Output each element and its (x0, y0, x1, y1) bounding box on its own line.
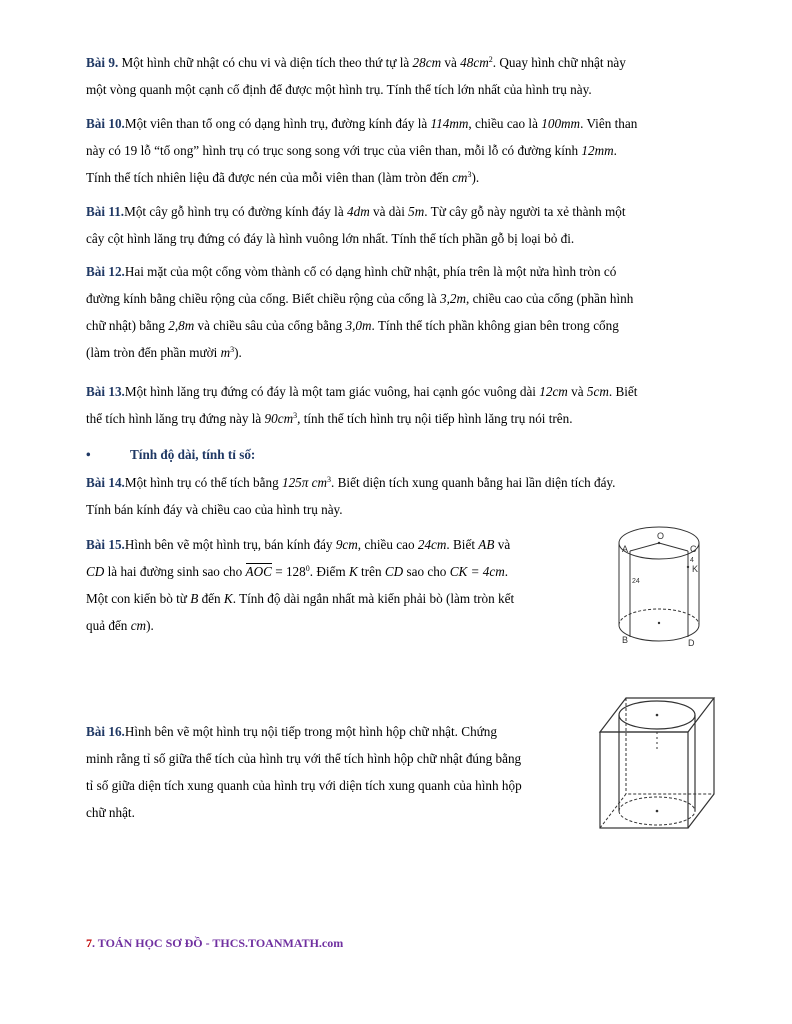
exercise-label: Bài 9. (86, 55, 119, 70)
exercise-16: Bài 16.Hình bên vẽ một hình trụ nội tiếp trong một hình hộp chữ nhật. Chứng minh rằng tỉ số giữa thể tích của hình trụ với thể tích hình hộp chữ nhật đúng bằng tỉ số giữa diện tích xung quanh của hình trụ với diện tích xung quanh của hình hộp chữ nhật. (86, 724, 522, 820)
label-K: K (692, 564, 699, 574)
label-D: D (688, 638, 695, 648)
label-A: A (622, 544, 629, 554)
radius-OC (659, 543, 688, 551)
cylinder-bottom-center (656, 810, 659, 813)
exercise-label: Bài 15. (86, 537, 125, 552)
box-right-face (688, 698, 714, 828)
label-4: 4 (690, 557, 694, 564)
exercise-label: Bài 12. (86, 264, 125, 279)
center-top (658, 542, 660, 544)
bullet-icon: • (86, 447, 91, 462)
section-heading: • Tính độ dài, tính tỉ số: (86, 441, 255, 468)
label-O: O (657, 531, 665, 541)
exercise-15: Bài 15.Hình bên vẽ một hình trụ, bán kính đáy 9cm, chiều cao 24cm. Biết AB và CD là hai đường sinh sao cho AOC = $128^0$. Điểm K trên CD sao cho CK = 4cm. Một con kiến bò từ B đến K. Tính độ dài ngắn nhất mà kiến phải bò (làm tròn kết quả đến cm). (86, 537, 515, 633)
exercise-label: Bài 11. (86, 204, 125, 219)
exercise-9: Bài 9. Một hình chữ nhật có chu vi và diện tích theo thứ tự là 28cm và $48cm^2$. Quay hình chữ nhật này một vòng quanh một cạnh cố định để được một hình trụ. Tính thể tích lớn nhất của hình trụ này. (86, 55, 626, 97)
label-C: C (690, 544, 697, 554)
cylinder-bottom-front (619, 811, 695, 825)
center-bottom (658, 622, 660, 624)
page-number: 7 (86, 936, 92, 950)
exercise-label: Bài 13. (86, 384, 125, 399)
cylinder-bottom-back (619, 797, 695, 811)
cylinder-top-center (656, 714, 659, 717)
exercise-14: Bài 14.Một hình trụ có thể tích bằng 125π $cm^3$. Biết diện tích xung quanh bằng hai lần diện tích đáy. Tính bán kính đáy và chiều cao của hình trụ này. (86, 475, 616, 517)
exercise-label: Bài 10. (86, 116, 125, 131)
bottom-front-arc (619, 625, 699, 641)
page-footer (86, 936, 343, 951)
label-24: 24 (632, 578, 640, 585)
radius-OA (630, 543, 659, 551)
exercise-13: Bài 13.Một hình lăng trụ đứng có đáy là một tam giác vuông, hai cạnh góc vuông dài 12cm và 5cm. Biết thể tích hình lăng trụ đứng này là $90cm^3$, tính thể tích hình trụ nội tiếp hình lăng trụ nói trên. (86, 384, 638, 426)
cylinder-figure (608, 515, 708, 651)
exercise-12: Bài 12.Hai mặt của một cổng vòm thành cổ có dạng hình chữ nhật, phía trên là một nửa hình tròn có đường kính bằng chiều rộng của cổng. Biết chiều rộng của cổng là 3,2m, chiều cao của cổng (phần hình chữ nhật) bằng 2,8m và chiều sâu của cổng bằng 3,0m. Tính thể tích phần không gian bên trong cổng (làm tròn đến phần mười $m^3$). (86, 264, 634, 360)
exercise-label: Bài 14. (86, 475, 125, 490)
footer-text: . TOÁN HỌC SƠ ĐỒ - THCS.TOANMATH.com (92, 936, 344, 950)
point-K (687, 566, 689, 568)
exercise-10: Bài 10.Một viên than tổ ong có dạng hình trụ, đường kính đáy là 114mm, chiều cao là 100mm. Viên than này có 19 lỗ “tổ ong” hình trụ có trục song song với trục của viên than, mỗi lỗ có đường kính 12mm. Tính thể tích nhiên liệu đã được nén của mỗi viên than (làm tròn đến $cm^3$). (86, 116, 638, 185)
box-front-face (600, 732, 688, 828)
exercise-11: Bài 11.Một cây gỗ hình trụ có đường kính đáy là 4dm và dài 5m. Từ cây gỗ này người ta xẻ thành một cây cột hình lăng trụ đứng có đáy là hình vuông lớn nhất. Tính thể tích phần gỗ bị loại bỏ đi. (86, 204, 626, 246)
label-B: B (622, 635, 629, 645)
box-cylinder-figure (592, 692, 720, 832)
exercise-label: Bài 16. (86, 724, 125, 739)
